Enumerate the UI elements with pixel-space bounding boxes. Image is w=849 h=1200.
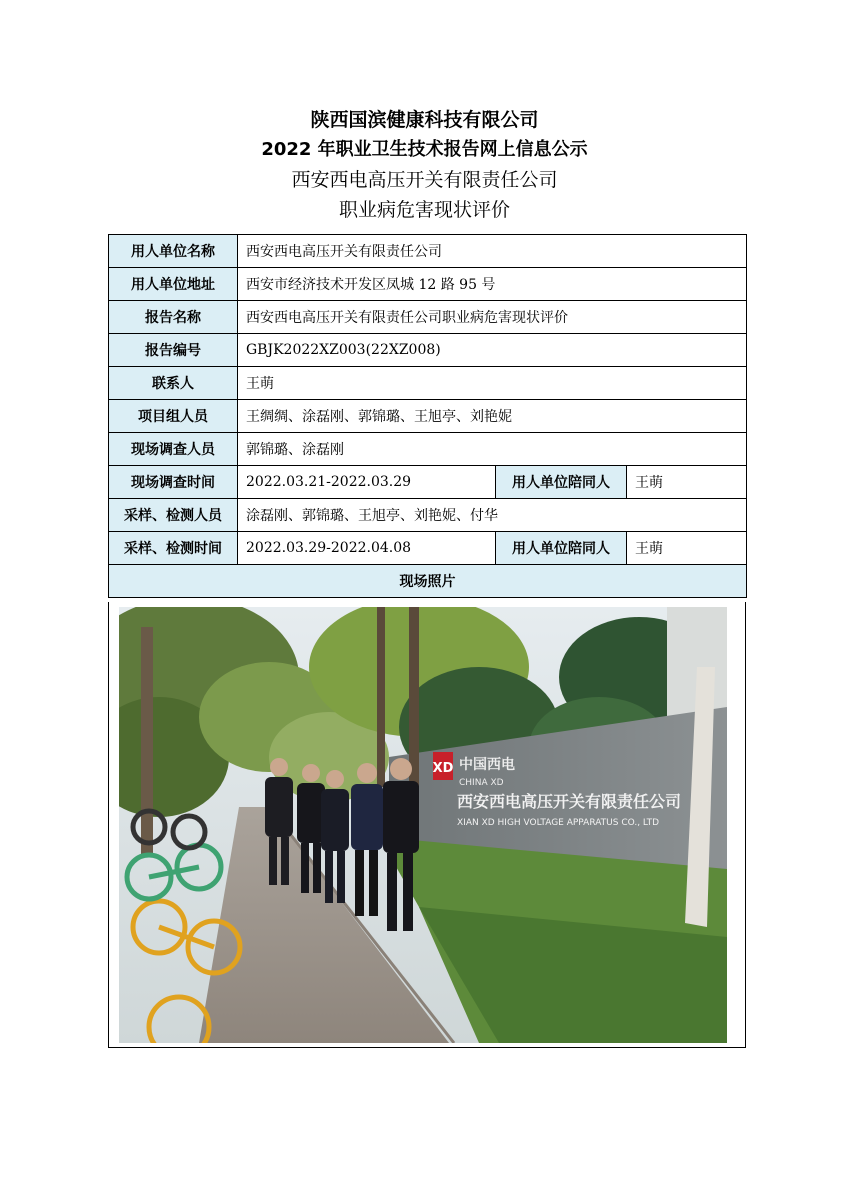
sampling-time-label: 采样、检测时间: [109, 532, 238, 565]
sign-logo: XD: [432, 761, 454, 776]
table-row: [109, 334, 747, 367]
contact-label: 联系人: [109, 367, 238, 400]
sampling-time-value: 2022.03.29-2022.04.08: [238, 532, 496, 565]
contact-value: 王萌: [238, 367, 747, 400]
table-row: [109, 235, 747, 268]
employer-address-label: 用人单位地址: [109, 268, 238, 301]
employer-name-label: 用人单位名称: [109, 235, 238, 268]
announcement-title: 2022 年职业卫生技术报告网上信息公示: [261, 139, 588, 160]
survey-companion-label: 用人单位陪同人: [496, 466, 627, 499]
survey-time-label: 现场调查时间: [109, 466, 238, 499]
report-number-label: 报告编号: [109, 334, 238, 367]
table-row: [109, 433, 747, 466]
table-row: [109, 565, 747, 598]
sign-company-en: XIAN XD HIGH VOLTAGE APPARATUS CO., LTD: [457, 818, 660, 828]
table-row: [109, 400, 747, 433]
report-type-title: 职业病危害现状评价: [338, 199, 510, 221]
sign-company: 西安西电高压开关有限责任公司: [457, 792, 682, 811]
company-title: 陕西国滨健康科技有限公司: [310, 109, 539, 131]
employer-name-value: 西安西电高压开关有限责任公司: [238, 235, 747, 268]
table-row: [109, 466, 747, 499]
sampling-companion-label: 用人单位陪同人: [496, 532, 627, 565]
survey-staff-label: 现场调查人员: [109, 433, 238, 466]
table-row: [109, 301, 747, 334]
table-row: [109, 268, 747, 301]
sampling-staff-value: 涂磊刚、郭锦璐、王旭亭、刘艳妮、付华: [238, 499, 747, 532]
survey-staff-value: 郭锦璐、涂磊刚: [238, 433, 747, 466]
info-table: [108, 234, 747, 598]
site-photo: [119, 607, 727, 1043]
survey-time-value: 2022.03.21-2022.03.29: [238, 466, 496, 499]
photo-frame: [108, 602, 746, 1048]
photo-section-heading: 现场照片: [109, 565, 747, 598]
survey-companion-value: 王萌: [627, 466, 747, 499]
table-row: [109, 532, 747, 565]
sign-brand-en: CHINA XD: [459, 778, 504, 788]
table-row: [109, 499, 747, 532]
team-members-label: 项目组人员: [109, 400, 238, 433]
sign-brand: 中国西电: [459, 757, 515, 773]
report-number-value: GBJK2022XZ003(22XZ008): [238, 334, 747, 367]
report-name-value: 西安西电高压开关有限责任公司职业病危害现状评价: [238, 301, 747, 334]
client-title: 西安西电高压开关有限责任公司: [291, 169, 558, 191]
employer-address-value: 西安市经济技术开发区凤城 12 路 95 号: [238, 268, 747, 301]
sampling-companion-value: 王萌: [627, 532, 747, 565]
report-name-label: 报告名称: [109, 301, 238, 334]
document-header: [0, 105, 849, 225]
team-members-value: 王绸绸、涂磊刚、郭锦璐、王旭亭、刘艳妮: [238, 400, 747, 433]
sampling-staff-label: 采样、检测人员: [109, 499, 238, 532]
table-row: [109, 367, 747, 400]
